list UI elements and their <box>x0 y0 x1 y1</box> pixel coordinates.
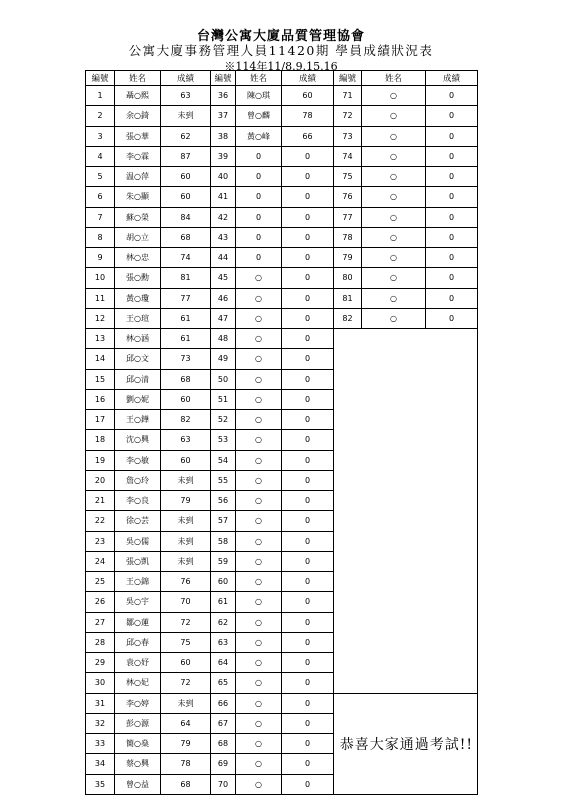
student-score: 61 <box>161 308 211 328</box>
student-name: ○ <box>236 491 282 511</box>
student-score: 78 <box>161 754 211 774</box>
col-header-name: 姓名 <box>362 71 426 86</box>
student-number: 39 <box>211 146 236 166</box>
student-name: ○ <box>362 227 426 247</box>
student-name: 詹○玲 <box>115 470 161 490</box>
student-number: 19 <box>86 450 115 470</box>
student-number: 65 <box>211 673 236 693</box>
student-name: 林○涵 <box>115 329 161 349</box>
student-score: 0 <box>282 632 334 652</box>
student-number: 72 <box>334 106 362 126</box>
student-score: 63 <box>161 86 211 106</box>
student-name: ○ <box>362 308 426 328</box>
student-number: 76 <box>334 187 362 207</box>
col-header-name: 姓名 <box>115 71 161 86</box>
student-name: 李○敏 <box>115 450 161 470</box>
student-number: 13 <box>86 329 115 349</box>
student-score: 0 <box>282 349 334 369</box>
exam-date: ※114年11/8.9.15.16 <box>224 60 338 73</box>
table-row <box>86 207 478 227</box>
col-header-number: 編號 <box>334 71 362 86</box>
student-score: 0 <box>426 288 478 308</box>
student-number: 52 <box>211 410 236 430</box>
student-name: ○ <box>236 551 282 571</box>
student-name: 曾○麟 <box>236 106 282 126</box>
student-name: ○ <box>236 430 282 450</box>
student-score: 0 <box>282 511 334 531</box>
student-number: 53 <box>211 430 236 450</box>
table-row <box>86 288 478 308</box>
student-score: 0 <box>282 470 334 490</box>
col-header-score: 成績 <box>426 71 478 86</box>
student-number: 51 <box>211 389 236 409</box>
table-row <box>86 167 478 187</box>
table-row <box>86 86 478 106</box>
student-name: 邱○文 <box>115 349 161 369</box>
student-number: 23 <box>86 531 115 551</box>
student-number: 49 <box>211 349 236 369</box>
student-number: 60 <box>211 572 236 592</box>
student-name: ○ <box>362 146 426 166</box>
student-number: 67 <box>211 713 236 733</box>
student-name: 邱○清 <box>115 369 161 389</box>
student-name: ○ <box>236 734 282 754</box>
student-name: 温○萍 <box>115 167 161 187</box>
student-name: 0 <box>236 167 282 187</box>
student-score: 0 <box>426 207 478 227</box>
student-name: 0 <box>236 207 282 227</box>
student-name: ○ <box>236 268 282 288</box>
student-name: 黃○瓊 <box>115 288 161 308</box>
student-name: 蘇○榮 <box>115 207 161 227</box>
table-row <box>86 248 478 268</box>
student-score: 0 <box>282 146 334 166</box>
student-name: 王○鏵 <box>115 410 161 430</box>
student-name: 朱○顯 <box>115 187 161 207</box>
student-score: 74 <box>161 248 211 268</box>
student-number: 64 <box>211 653 236 673</box>
student-score: 0 <box>282 288 334 308</box>
student-name: 李○良 <box>115 491 161 511</box>
student-number: 54 <box>211 450 236 470</box>
student-number: 11 <box>86 288 115 308</box>
student-number: 38 <box>211 126 236 146</box>
student-name: 李○婷 <box>115 693 161 713</box>
student-number: 8 <box>86 227 115 247</box>
student-name: 王○錦 <box>115 572 161 592</box>
student-score: 0 <box>282 754 334 774</box>
student-number: 79 <box>334 248 362 268</box>
student-score: 78 <box>282 106 334 126</box>
student-score: 60 <box>161 389 211 409</box>
student-name: 0 <box>236 227 282 247</box>
student-score: 0 <box>282 734 334 754</box>
student-number: 28 <box>86 632 115 652</box>
student-number: 68 <box>211 734 236 754</box>
student-number: 17 <box>86 410 115 430</box>
student-number: 1 <box>86 86 115 106</box>
table-header-row <box>86 71 478 86</box>
empty-cell <box>334 329 478 694</box>
student-score: 73 <box>161 349 211 369</box>
col-header-number: 編號 <box>86 71 115 86</box>
student-number: 56 <box>211 491 236 511</box>
student-score: 0 <box>426 126 478 146</box>
student-number: 34 <box>86 754 115 774</box>
student-name: 邱○春 <box>115 632 161 652</box>
student-name: ○ <box>236 693 282 713</box>
col-header-score: 成績 <box>282 71 334 86</box>
student-score: 79 <box>161 491 211 511</box>
student-score: 0 <box>282 430 334 450</box>
student-number: 58 <box>211 531 236 551</box>
student-score: 0 <box>426 227 478 247</box>
student-score: 未到 <box>161 470 211 490</box>
student-name: ○ <box>362 207 426 227</box>
student-score: 0 <box>282 551 334 571</box>
student-name: 0 <box>236 146 282 166</box>
student-score: 64 <box>161 713 211 733</box>
student-number: 2 <box>86 106 115 126</box>
student-name: ○ <box>236 410 282 430</box>
table-row <box>86 268 478 288</box>
student-number: 59 <box>211 551 236 571</box>
student-score: 0 <box>282 774 334 794</box>
student-name: 余○錡 <box>115 106 161 126</box>
student-score: 63 <box>161 430 211 450</box>
student-score: 未到 <box>161 551 211 571</box>
table-row <box>86 227 478 247</box>
student-name: ○ <box>236 511 282 531</box>
student-number: 46 <box>211 288 236 308</box>
student-name: ○ <box>236 632 282 652</box>
student-name: 鄒○蓮 <box>115 612 161 632</box>
student-score: 60 <box>282 86 334 106</box>
student-number: 21 <box>86 491 115 511</box>
student-name: 吳○宇 <box>115 592 161 612</box>
student-name: ○ <box>362 268 426 288</box>
student-number: 80 <box>334 268 362 288</box>
student-score: 0 <box>282 187 334 207</box>
student-number: 75 <box>334 167 362 187</box>
student-name: 陳○琪 <box>236 86 282 106</box>
student-number: 81 <box>334 288 362 308</box>
student-name: ○ <box>236 369 282 389</box>
student-score: 0 <box>282 531 334 551</box>
student-name: ○ <box>236 470 282 490</box>
student-score: 0 <box>426 187 478 207</box>
org-title: 台灣公寓大廈品質管理協會 <box>196 29 365 44</box>
student-name: ○ <box>236 329 282 349</box>
student-name: ○ <box>362 288 426 308</box>
congrats-message: 恭喜大家通過考試!! <box>334 693 478 794</box>
student-score: 0 <box>282 308 334 328</box>
student-score: 72 <box>161 673 211 693</box>
student-number: 47 <box>211 308 236 328</box>
student-name: ○ <box>362 167 426 187</box>
student-name: ○ <box>236 308 282 328</box>
report-subtitle: 公寓大廈事務管理人員11420期 學員成績狀況表 <box>128 43 434 58</box>
student-number: 71 <box>334 86 362 106</box>
student-name: 黃○峰 <box>236 126 282 146</box>
student-score: 0 <box>282 673 334 693</box>
student-number: 12 <box>86 308 115 328</box>
student-name: ○ <box>362 106 426 126</box>
student-number: 77 <box>334 207 362 227</box>
table-body <box>86 86 478 795</box>
student-score: 0 <box>282 167 334 187</box>
student-name: ○ <box>236 592 282 612</box>
student-score: 0 <box>426 268 478 288</box>
student-name: 0 <box>236 248 282 268</box>
student-name: ○ <box>236 673 282 693</box>
student-number: 36 <box>211 86 236 106</box>
student-number: 10 <box>86 268 115 288</box>
student-score: 60 <box>161 167 211 187</box>
student-number: 16 <box>86 389 115 409</box>
student-number: 31 <box>86 693 115 713</box>
student-number: 66 <box>211 693 236 713</box>
student-number: 44 <box>211 248 236 268</box>
student-name: ○ <box>236 612 282 632</box>
student-name: ○ <box>362 126 426 146</box>
student-score: 62 <box>161 126 211 146</box>
student-number: 15 <box>86 369 115 389</box>
student-number: 42 <box>211 207 236 227</box>
student-score: 未到 <box>161 511 211 531</box>
student-score: 0 <box>282 572 334 592</box>
student-score: 0 <box>282 713 334 733</box>
student-score: 0 <box>426 106 478 126</box>
student-name: 曾○益 <box>115 774 161 794</box>
student-name: ○ <box>362 86 426 106</box>
student-name: 張○華 <box>115 126 161 146</box>
student-name: 張○勳 <box>115 268 161 288</box>
student-number: 5 <box>86 167 115 187</box>
student-number: 26 <box>86 592 115 612</box>
student-score: 79 <box>161 734 211 754</box>
student-score: 0 <box>282 592 334 612</box>
student-number: 48 <box>211 329 236 349</box>
student-name: 0 <box>236 187 282 207</box>
student-score: 0 <box>282 450 334 470</box>
student-number: 32 <box>86 713 115 733</box>
student-name: ○ <box>236 389 282 409</box>
student-name: ○ <box>362 187 426 207</box>
student-number: 22 <box>86 511 115 531</box>
student-score: 68 <box>161 227 211 247</box>
student-name: 吳○儒 <box>115 531 161 551</box>
student-name: 林○忠 <box>115 248 161 268</box>
student-number: 27 <box>86 612 115 632</box>
student-number: 18 <box>86 430 115 450</box>
student-score: 0 <box>426 86 478 106</box>
table-row <box>86 126 478 146</box>
student-score: 0 <box>282 268 334 288</box>
student-score: 84 <box>161 207 211 227</box>
student-score: 0 <box>282 248 334 268</box>
student-score: 0 <box>282 491 334 511</box>
student-score: 0 <box>282 329 334 349</box>
table-row <box>86 106 478 126</box>
student-score: 0 <box>282 693 334 713</box>
student-number: 25 <box>86 572 115 592</box>
student-name: 沈○興 <box>115 430 161 450</box>
student-score: 76 <box>161 572 211 592</box>
student-number: 41 <box>211 187 236 207</box>
student-name: 彭○源 <box>115 713 161 733</box>
student-name: ○ <box>236 572 282 592</box>
student-score: 未到 <box>161 531 211 551</box>
student-number: 40 <box>211 167 236 187</box>
student-score: 未到 <box>161 106 211 126</box>
student-score: 0 <box>282 612 334 632</box>
student-score: 72 <box>161 612 211 632</box>
student-name: 蔡○興 <box>115 754 161 774</box>
student-score: 0 <box>282 227 334 247</box>
student-number: 61 <box>211 592 236 612</box>
student-score: 0 <box>282 389 334 409</box>
score-table <box>85 70 478 795</box>
student-number: 78 <box>334 227 362 247</box>
student-score: 未到 <box>161 693 211 713</box>
student-score: 0 <box>282 369 334 389</box>
student-number: 62 <box>211 612 236 632</box>
student-score: 0 <box>426 308 478 328</box>
student-score: 60 <box>161 653 211 673</box>
student-score: 82 <box>161 410 211 430</box>
student-score: 60 <box>161 187 211 207</box>
student-score: 70 <box>161 592 211 612</box>
student-number: 45 <box>211 268 236 288</box>
student-number: 70 <box>211 774 236 794</box>
student-name: 林○妃 <box>115 673 161 693</box>
student-number: 55 <box>211 470 236 490</box>
student-score: 0 <box>282 207 334 227</box>
student-name: ○ <box>236 450 282 470</box>
student-name: ○ <box>236 754 282 774</box>
student-number: 29 <box>86 653 115 673</box>
student-score: 61 <box>161 329 211 349</box>
student-number: 69 <box>211 754 236 774</box>
col-header-name: 姓名 <box>236 71 282 86</box>
student-number: 73 <box>334 126 362 146</box>
student-number: 24 <box>86 551 115 571</box>
col-header-number: 編號 <box>211 71 236 86</box>
student-number: 37 <box>211 106 236 126</box>
student-score: 0 <box>426 167 478 187</box>
student-name: 簡○燊 <box>115 734 161 754</box>
student-name: ○ <box>236 349 282 369</box>
student-name: 劉○妮 <box>115 389 161 409</box>
student-number: 50 <box>211 369 236 389</box>
col-header-score: 成績 <box>161 71 211 86</box>
student-number: 57 <box>211 511 236 531</box>
student-score: 75 <box>161 632 211 652</box>
student-number: 9 <box>86 248 115 268</box>
student-name: 徐○芸 <box>115 511 161 531</box>
table-row <box>86 308 478 328</box>
student-name: 袁○妤 <box>115 653 161 673</box>
student-number: 7 <box>86 207 115 227</box>
student-number: 14 <box>86 349 115 369</box>
table-row <box>86 187 478 207</box>
student-name: ○ <box>236 653 282 673</box>
student-name: ○ <box>236 713 282 733</box>
student-number: 3 <box>86 126 115 146</box>
table-row <box>86 693 478 713</box>
table-row <box>86 329 478 349</box>
student-number: 6 <box>86 187 115 207</box>
student-name: 張○凱 <box>115 551 161 571</box>
student-name: 李○霖 <box>115 146 161 166</box>
student-name: ○ <box>236 288 282 308</box>
student-score: 81 <box>161 268 211 288</box>
student-score: 68 <box>161 369 211 389</box>
student-name: ○ <box>236 774 282 794</box>
student-number: 33 <box>86 734 115 754</box>
student-number: 82 <box>334 308 362 328</box>
student-name: 王○瑄 <box>115 308 161 328</box>
student-number: 4 <box>86 146 115 166</box>
student-score: 0 <box>426 248 478 268</box>
student-number: 35 <box>86 774 115 794</box>
student-name: ○ <box>362 248 426 268</box>
student-score: 87 <box>161 146 211 166</box>
student-score: 77 <box>161 288 211 308</box>
student-number: 20 <box>86 470 115 490</box>
student-score: 0 <box>282 653 334 673</box>
student-number: 74 <box>334 146 362 166</box>
student-name: ○ <box>236 531 282 551</box>
student-name: 聶○熙 <box>115 86 161 106</box>
student-number: 63 <box>211 632 236 652</box>
student-score: 66 <box>282 126 334 146</box>
student-name: 胡○立 <box>115 227 161 247</box>
table-row <box>86 146 478 166</box>
student-score: 68 <box>161 774 211 794</box>
student-score: 0 <box>282 410 334 430</box>
student-score: 0 <box>426 146 478 166</box>
student-number: 30 <box>86 673 115 693</box>
student-score: 60 <box>161 450 211 470</box>
student-number: 43 <box>211 227 236 247</box>
